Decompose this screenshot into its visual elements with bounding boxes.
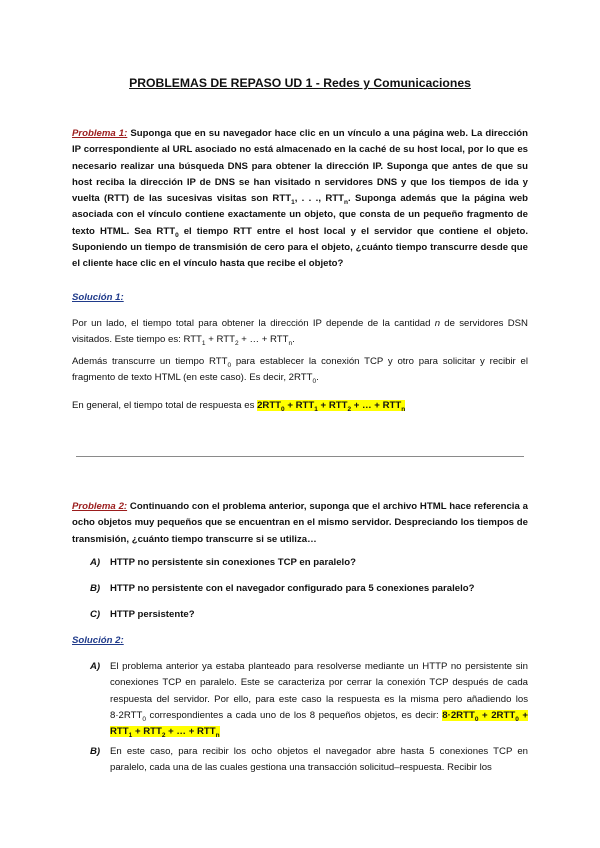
problem-2-item-a: A) HTTP no persistente sin conexiones TCP en paralelo?	[90, 557, 356, 568]
problem-2-paragraph: Problema 2: Continuando con el problema anterior, suponga que el archivo HTML hace referencia a ocho objetos muy pequeños que se encuentran en el mismo servidor. Despreciando los tiempos de transmisión, ¿cuánto tiempo transcurre si se utiliza…	[72, 501, 528, 545]
solution-1-label: Solución 1:	[72, 292, 124, 303]
problem-2-item-b: B) HTTP no persistente con el navegador configurado para 5 conexiones paralelo?	[90, 583, 475, 594]
solution-2-formula: $8\cdot 2RTT_0 + 2RTT_0 + RTT_1 + RTT_2$ + … + $RTT_n$	[110, 709, 528, 740]
solution-2-item-a: A) El problema anterior ya estaba planteado para resolverse mediante un HTTP no persistente sin conexiones TCP en paralelo. Este se caracteriza por cerrar la conexión TCP después de cada respuesta del servidor. Por ello, para este caso la respuesta es la misma pero añadiendo los $8\cdot 2RTT_0$ correspondientes a cada uno de los 8 pequeños objetos, es decir: $8\cdot 2RTT_0 + 2RTT_0 + RTT_1 + RTT_2$ + … + $RTT_n$	[90, 661, 528, 740]
solution-2-label: Solución 2:	[72, 635, 124, 646]
solution-2-label-line	[72, 633, 528, 649]
problem-2-item-c: C) HTTP persistente?	[90, 609, 195, 620]
solution-1-paragraph-3: En general, el tiempo total de respuesta es $2RTT_0 + RTT_1 + RTT_2$ + … + $RTT_n$	[72, 400, 406, 413]
solution-1-paragraph-2: Además transcurre un tiempo $RTT_0$ para establecer la conexión TCP y otro para solicitar y recibir el fragmento de texto HTML (en este caso). Es decir, $2RTT_0$.	[72, 356, 528, 386]
solution-2-item-b: B) En este caso, para recibir los ocho objetos el navegador abre hasta 5 conexiones TCP en paralelo, cada una de las cuales gestiona una transacción solicitud‒respuesta. Recibir los	[90, 746, 528, 774]
section-divider	[76, 456, 524, 457]
solution-1-formula: $2RTT_0 + RTT_1 + RTT_2$ + … + $RTT_n$	[257, 400, 406, 413]
problem-1-label: Problema 1:	[72, 128, 128, 139]
solution-1-label-line	[72, 290, 528, 306]
problem-2-label: Problema 2:	[72, 501, 128, 512]
problem-1-paragraph: Problema 1: Suponga que en su navegador hace clic en un vínculo a una página web. La dirección IP correspondiente al URL asociado no está almacenado en la caché de su host local, por lo que es necesario realizar una búsqueda DNS para obtener la dirección IP. Suponga que antes de que su host reciba la dirección IP de DNS se han visitado n servidores DNS y que los tiempos de ida y vuelta (RTT) de las sucesivas visitas son $RTT_1$, . . ., $RTT_n$. Suponga además que la página web asociada con el vínculo contiene exactamente un objeto, que consta de un pequeño fragmento de texto HTML. Sea $RTT_0$ el tiempo RTT entre el host local y el servidor que contiene el objeto. Suponiendo un tiempo de transmisión de cero para el objeto, ¿cuánto tiempo transcurre desde que el cliente hace clic en el vínculo hasta que recibe el objeto?	[72, 128, 529, 270]
page-title: PROBLEMAS DE REPASO UD 1 - Redes y Comunicaciones	[129, 76, 471, 90]
solution-1-paragraph-1: Por un lado, el tiempo total para obtener la dirección IP depende de la cantidad n de servidores DSN visitados. Este tiempo es: $RTT_1 + RTT_2$ + … + $RTT_n$.	[72, 318, 528, 348]
